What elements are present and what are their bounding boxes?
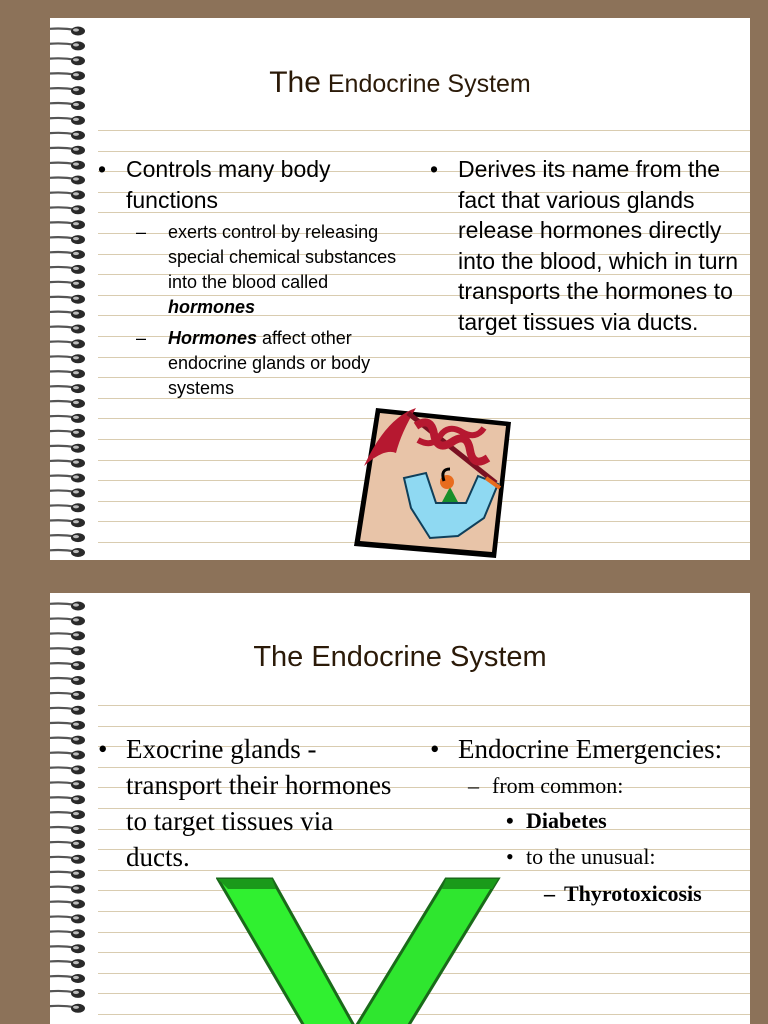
bullet-controls-text: Controls many body functions: [126, 156, 331, 213]
spiral-ring: [50, 325, 85, 336]
spiral-ring: [50, 533, 85, 544]
spiral-ring: [50, 825, 85, 836]
item-diabetes-text: Diabetes: [526, 808, 607, 833]
caduceus-doctor-icon: [346, 378, 516, 560]
spiral-ring: [50, 399, 85, 410]
sub-bullet-common: [468, 769, 740, 803]
spiral-ring: [50, 310, 85, 321]
bullet-exocrine-text: Exocrine glands - transport their hormones to target tissues via ducts.: [126, 734, 392, 872]
item-thyrotoxicosis-text: Thyrotoxicosis: [564, 881, 702, 906]
spiral-ring: [50, 885, 85, 896]
bullet-derives-text: Derives its name from the fact that various glands release hormones directly into the blood, which in turn transports the hormones to target tissues via ducts.: [458, 156, 739, 335]
spiral-ring: [50, 855, 85, 866]
spiral-ring: [50, 780, 85, 791]
spiral-ring: [50, 131, 85, 142]
spiral-ring: [50, 205, 85, 216]
spiral-ring: [50, 810, 85, 821]
spiral-ring: [50, 101, 85, 112]
ruled-line: [98, 705, 750, 706]
spiral-ring: [50, 959, 85, 970]
spiral-ring: [50, 765, 85, 776]
slide-2-left-column: [98, 731, 398, 875]
sub-bullet-exerts-text: exerts control by releasing special chemical substances into the blood called: [168, 222, 397, 292]
spiral-ring: [50, 161, 85, 172]
spiral-ring: [50, 840, 85, 851]
spiral-ring: [50, 280, 85, 291]
slide-1: [50, 18, 750, 560]
item-thyrotoxicosis: [544, 875, 740, 913]
slide-2-right-column: [430, 731, 740, 913]
spiral-ring: [50, 503, 85, 514]
bullet-emergencies-text: Endocrine Emergencies:: [458, 734, 723, 764]
spiral-ring: [50, 429, 85, 440]
spiral-ring: [50, 989, 85, 1000]
spiral-ring: [50, 295, 85, 306]
spiral-ring: [50, 190, 85, 201]
spiral-ring: [50, 795, 85, 806]
spiral-ring: [50, 1004, 85, 1015]
spiral-ring: [50, 220, 85, 231]
hormones-lead: Hormones: [168, 328, 258, 348]
ruled-line: [98, 130, 750, 131]
spiral-ring: [50, 706, 85, 717]
spiral-ring: [50, 602, 85, 613]
spiral-ring: [50, 914, 85, 925]
bullet-emergencies: [430, 731, 740, 767]
spiral-ring: [50, 250, 85, 261]
sub-bullet-common-text: from common:: [492, 773, 624, 798]
spiral-ring: [50, 235, 85, 246]
slide-1-left-column: [98, 154, 418, 401]
bullet-exocrine: [98, 731, 398, 875]
slide-1-right-column: [430, 154, 740, 337]
spiral-ring: [50, 41, 85, 52]
spiral-ring: [50, 384, 85, 395]
spiral-ring: [50, 176, 85, 187]
bullet-controls: [98, 154, 418, 216]
spiral-ring: [50, 974, 85, 985]
spiral-ring: [50, 354, 85, 365]
spiral-ring: [50, 736, 85, 747]
spiral-ring: [50, 548, 85, 559]
item-unusual: [506, 839, 740, 875]
spiral-ring: [50, 676, 85, 687]
spiral-ring: [50, 944, 85, 955]
spiral-ring: [50, 616, 85, 627]
spiral-ring: [50, 116, 85, 127]
item-unusual-text: to the unusual:: [526, 844, 656, 869]
sub-bullet-exerts: [136, 220, 418, 320]
spiral-ring: [50, 414, 85, 425]
ruled-line: [98, 151, 750, 152]
bullet-derives: [430, 154, 740, 337]
spiral-ring: [50, 369, 85, 380]
slide-1-title: [50, 66, 750, 100]
spiral-ring: [50, 870, 85, 881]
spiral-ring: [50, 339, 85, 350]
title-rest: Endocrine System: [320, 70, 531, 98]
spiral-ring: [50, 751, 85, 762]
spiral-ring: [50, 488, 85, 499]
spiral-ring: [50, 721, 85, 732]
sub-bullet-hormones-text: affect other endocrine glands or body systems: [168, 328, 371, 398]
spiral-ring: [50, 27, 85, 38]
hormones-emphasis: hormones: [168, 297, 256, 317]
title-prefix: The: [269, 66, 321, 99]
slide-2: [50, 593, 750, 1024]
spiral-ring: [50, 518, 85, 529]
item-diabetes: [506, 803, 740, 839]
slide-2-title: The Endocrine System: [253, 641, 547, 673]
spiral-ring: [50, 265, 85, 276]
spiral-ring: [50, 459, 85, 470]
spiral-ring: [50, 444, 85, 455]
spiral-ring: [50, 929, 85, 940]
spiral-ring: [50, 691, 85, 702]
spiral-ring: [50, 474, 85, 485]
spiral-ring: [50, 146, 85, 157]
spiral-ring: [50, 900, 85, 911]
ruled-line: [98, 726, 750, 727]
